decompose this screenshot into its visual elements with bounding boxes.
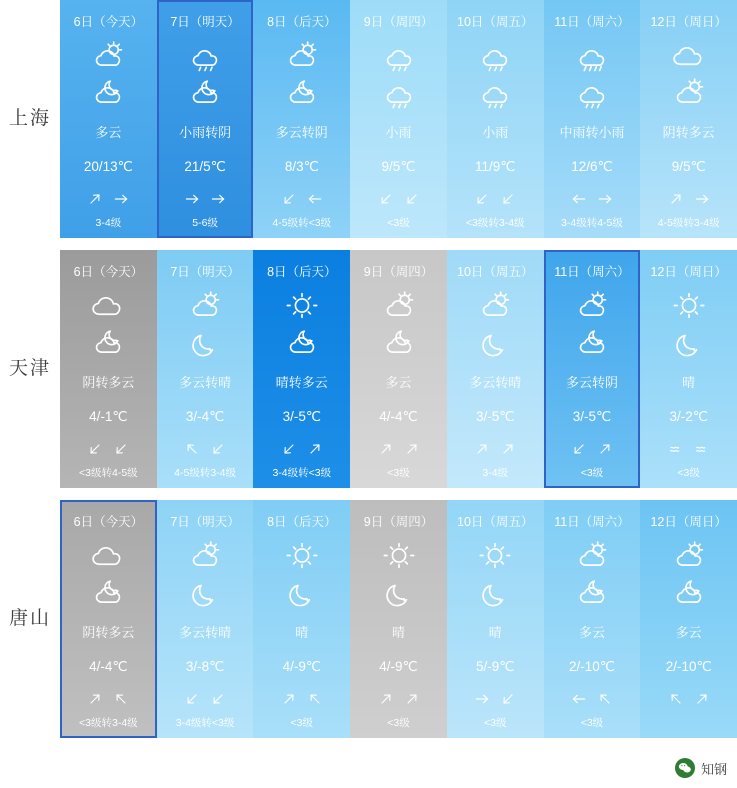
night-partly-cloudy-icon (87, 575, 129, 610)
day-date: 9日（周四） (363, 265, 434, 279)
day-partly-cloudy-icon (668, 538, 710, 573)
weather-condition: 阴转多云 (82, 625, 135, 640)
night-partly-cloudy-icon (668, 575, 710, 610)
weather-icons (474, 288, 516, 360)
cloudy-icon (668, 38, 710, 73)
forecast-day-column[interactable] (350, 0, 447, 238)
weather-icons (378, 38, 420, 110)
forecast-columns (60, 500, 737, 738)
weather-condition: 阴转多云 (82, 375, 135, 390)
day-date: 8日（后天） (267, 265, 337, 279)
day-date: 8日（后天） (267, 515, 337, 529)
weather-condition: 小雨转阴 (179, 125, 232, 140)
temperature-range: 11/9℃ (475, 159, 516, 174)
wind-arrow-ne-icon (87, 190, 103, 208)
weather-icons (281, 288, 323, 360)
wind-arrow-ne-icon (281, 690, 297, 708)
weather-condition: 多云 (675, 625, 702, 640)
wind-arrow-ne-icon (378, 690, 394, 708)
night-partly-cloudy-icon (281, 325, 323, 360)
wind-direction-arrows (474, 439, 516, 459)
forecast-columns (60, 250, 737, 488)
wind-arrow-e-icon (694, 190, 710, 208)
wind-arrow-e-icon (474, 690, 490, 708)
day-partly-cloudy-icon (668, 75, 710, 110)
weather-condition: 多云转晴 (469, 375, 522, 390)
wind-level: 4-5级转3-4级 (657, 217, 720, 229)
light-rain-icon (378, 75, 420, 110)
temperature-range: 3/-8℃ (185, 659, 225, 674)
sunny-icon (668, 288, 710, 323)
wind-level: 3-4级转<3级 (272, 467, 332, 479)
forecast-day-column[interactable] (544, 500, 641, 738)
forecast-day-column[interactable] (60, 0, 157, 238)
wind-arrow-sw-icon (281, 190, 297, 208)
forecast-day-column[interactable] (447, 250, 544, 488)
wind-arrow-sw-icon (474, 190, 490, 208)
light-rain-icon (378, 38, 420, 73)
day-date: 12日（周日） (650, 265, 727, 279)
forecast-day-column[interactable] (253, 0, 350, 238)
weather-icons (571, 538, 613, 610)
temperature-range: 4/-9℃ (379, 659, 418, 674)
wind-level: 4-5级转<3级 (272, 217, 332, 229)
forecast-day-column[interactable] (253, 250, 350, 488)
weather-condition: 多云 (578, 625, 605, 640)
temperature-range: 9/5℃ (671, 159, 706, 174)
wechat-icon (675, 758, 695, 778)
wind-direction-arrows (668, 439, 710, 459)
wind-arrow-ne-icon (307, 440, 323, 458)
forecast-day-column[interactable] (60, 250, 157, 488)
wind-arrow-ne-icon (404, 440, 420, 458)
wind-arrow-e-icon (597, 190, 613, 208)
wind-level: 3-4级转<3级 (175, 717, 235, 729)
light-rain-icon (571, 75, 613, 110)
weather-condition: 多云转阴 (565, 375, 618, 390)
city-name (0, 0, 60, 238)
city-block (0, 250, 737, 488)
wind-direction-arrows (87, 689, 129, 709)
wind-arrow-sw-icon (378, 190, 394, 208)
day-date: 6日（今天） (73, 515, 144, 529)
wind-level: 3-4级转4-5级 (561, 217, 623, 229)
weather-condition: 晴 (392, 625, 406, 640)
weather-icons (87, 538, 129, 610)
night-partly-cloudy-icon (184, 75, 226, 110)
day-partly-cloudy-icon (184, 288, 226, 323)
day-partly-cloudy-icon (571, 288, 613, 323)
block-divider (0, 488, 737, 500)
day-partly-cloudy-icon (184, 538, 226, 573)
wind-arrow-nw-icon (597, 690, 613, 708)
wind-arrow-ne-icon (404, 690, 420, 708)
wind-level: <3级转4-5级 (79, 467, 138, 479)
day-date: 6日（今天） (73, 265, 144, 279)
cloudy-icon (87, 538, 129, 573)
wind-arrow-nw-icon (113, 690, 129, 708)
day-partly-cloudy-icon (87, 38, 129, 73)
wind-direction-arrows (184, 189, 226, 209)
night-partly-cloudy-icon (571, 575, 613, 610)
day-date: 7日（明天） (170, 15, 240, 29)
weather-icons (184, 288, 226, 360)
wind-direction-arrows (87, 439, 129, 459)
day-date: 12日（周日） (650, 515, 727, 529)
wind-level: <3级 (580, 717, 604, 729)
block-divider (0, 238, 737, 250)
day-date: 9日（周四） (363, 15, 434, 29)
weather-icons (184, 538, 226, 610)
wind-arrow-sw-icon (500, 190, 516, 208)
wind-arrow-sw-icon (404, 190, 420, 208)
weather-condition: 晴 (295, 625, 309, 640)
moderate-rain-icon (571, 38, 613, 73)
wind-arrow-ne-icon (668, 190, 684, 208)
weather-condition: 小雨 (385, 125, 412, 140)
temperature-range: 4/-1℃ (89, 409, 128, 424)
wind-arrow-sw-icon (87, 440, 103, 458)
day-date: 8日（后天） (267, 15, 337, 29)
wind-direction-arrows (281, 189, 323, 209)
weather-condition: 中雨转小雨 (559, 125, 625, 140)
forecast-day-column[interactable] (350, 500, 447, 738)
weather-icons (474, 538, 516, 610)
temperature-range: 2/-10℃ (665, 659, 712, 674)
day-partly-cloudy-icon (571, 538, 613, 573)
wind-direction-arrows (281, 689, 323, 709)
day-partly-cloudy-icon (281, 38, 323, 73)
day-date: 11日（周六） (554, 515, 630, 529)
forecast-day-column[interactable] (447, 0, 544, 238)
wind-level: 5-6级 (192, 217, 218, 229)
weather-icons (571, 288, 613, 360)
wind-level: <3级 (387, 717, 410, 729)
weather-icons (281, 538, 323, 610)
wind-level: <3级 (677, 467, 700, 479)
city-name-text: 天津 (8, 358, 51, 380)
forecast-day-column[interactable] (447, 500, 544, 738)
city-name-text: 上海 (8, 108, 51, 130)
weather-icons (571, 38, 613, 110)
temperature-range: 8/3℃ (284, 159, 319, 174)
wind-direction-arrows (668, 189, 710, 209)
weather-condition: 小雨 (482, 125, 509, 140)
day-partly-cloudy-icon (474, 288, 516, 323)
forecast-day-column[interactable] (60, 500, 157, 738)
wind-direction-arrows (571, 689, 613, 709)
city-name (0, 500, 60, 738)
weather-condition: 晴 (682, 375, 696, 390)
wind-arrow-sw-icon (184, 690, 200, 708)
wind-direction-arrows (474, 689, 516, 709)
wind-level: <3级转3-4级 (465, 217, 525, 229)
wind-direction-arrows (184, 689, 226, 709)
wind-arrow-w-icon (571, 690, 587, 708)
wind-direction-arrows (571, 439, 613, 459)
temperature-range: 4/-4℃ (89, 659, 128, 674)
city-block (0, 0, 737, 238)
night-clear-icon (474, 575, 516, 610)
forecast-day-column[interactable] (157, 500, 254, 738)
wind-arrow-sw-icon (113, 440, 129, 458)
weather-condition: 多云转阴 (275, 125, 328, 140)
weather-icons (378, 288, 420, 360)
light-rain-icon (474, 75, 516, 110)
wind-arrow-nw-icon (668, 690, 684, 708)
wind-level: <3级 (580, 467, 604, 479)
forecast-day-column[interactable] (157, 0, 254, 238)
wind-arrow-sw-icon (210, 690, 226, 708)
wind-level: <3级转3-4级 (79, 717, 138, 729)
forecast-day-column[interactable] (640, 500, 737, 738)
weather-icons (668, 538, 710, 610)
day-date: 10日（周五） (457, 515, 534, 529)
night-clear-icon (378, 575, 420, 610)
temperature-range: 3/-4℃ (185, 409, 225, 424)
wind-level: 4-5级转3-4级 (174, 467, 236, 479)
temperature-range: 20/13℃ (83, 159, 133, 174)
city-name-text: 唐山 (8, 608, 51, 630)
temperature-range: 3/-5℃ (476, 409, 515, 424)
day-date: 6日（今天） (73, 15, 144, 29)
weather-icons (87, 38, 129, 110)
temperature-range: 5/-9℃ (476, 659, 515, 674)
wind-level: <3级 (387, 467, 410, 479)
temperature-range: 9/5℃ (381, 159, 416, 174)
sunny-icon (281, 288, 323, 323)
watermark-label: 知钢 (700, 761, 727, 777)
wind-arrow-ne-icon (87, 690, 103, 708)
forecast-day-column[interactable] (544, 250, 641, 488)
sunny-icon (378, 538, 420, 573)
day-date: 12日（周日） (650, 15, 727, 29)
weather-icons (184, 38, 226, 110)
weather-condition: 阴转多云 (662, 125, 715, 140)
wind-direction-arrows (184, 439, 226, 459)
forecast-day-column[interactable] (157, 250, 254, 488)
day-date: 11日（周六） (554, 15, 630, 29)
wind-arrow-ne-icon (378, 440, 394, 458)
forecast-day-column[interactable] (253, 500, 350, 738)
sunny-icon (281, 538, 323, 573)
temperature-range: 3/-2℃ (669, 409, 708, 424)
temperature-range: 12/6℃ (571, 159, 613, 174)
wind-arrow-sw-icon (281, 440, 297, 458)
wind-direction-arrows (378, 189, 420, 209)
temperature-range: 3/-5℃ (572, 409, 612, 424)
wind-arrow-ne-icon (500, 440, 516, 458)
weather-condition: 多云转晴 (179, 375, 232, 390)
wind-direction-arrows (571, 189, 613, 209)
wind-direction-arrows (378, 689, 420, 709)
wind-arrow-nw-icon (184, 440, 200, 458)
weather-condition: 晴 (488, 625, 502, 640)
weather-condition: 多云 (385, 375, 412, 390)
day-date: 9日（周四） (363, 515, 434, 529)
day-partly-cloudy-icon (378, 288, 420, 323)
wind-direction-arrows (281, 439, 323, 459)
weather-icons (668, 288, 710, 360)
weather-icons (474, 38, 516, 110)
temperature-range: 4/-4℃ (379, 409, 418, 424)
wind-arrow-ne-icon (474, 440, 490, 458)
wind-direction-arrows (668, 689, 710, 709)
forecast-day-column[interactable] (640, 0, 737, 238)
forecast-columns (60, 0, 737, 238)
wind-arrow-sw-icon (571, 440, 587, 458)
day-date: 7日（明天） (170, 515, 240, 529)
wind-arrow-sw-icon (500, 690, 516, 708)
wind-direction-arrows (474, 189, 516, 209)
temperature-range: 4/-9℃ (282, 659, 322, 674)
wind-arrow-nw-icon (307, 690, 323, 708)
night-clear-icon (474, 325, 516, 360)
weather-icons (378, 538, 420, 610)
night-clear-icon (281, 575, 323, 610)
city-block (0, 500, 737, 738)
wind-level: 3-4级 (482, 467, 509, 479)
wind-level: 3-4级 (95, 217, 122, 229)
city-name (0, 250, 60, 488)
watermark (675, 758, 727, 778)
day-date: 7日（明天） (170, 265, 240, 279)
light-rain-icon (184, 38, 226, 73)
day-date: 10日（周五） (457, 265, 534, 279)
day-date: 10日（周五） (457, 15, 534, 29)
night-clear-icon (668, 325, 710, 360)
weather-icons (281, 38, 323, 110)
forecast-day-column[interactable] (544, 0, 641, 238)
wind-arrow-sw-icon (210, 440, 226, 458)
temperature-range: 3/-5℃ (282, 409, 322, 424)
weather-condition: 多云转晴 (179, 625, 232, 640)
night-clear-icon (184, 575, 226, 610)
temperature-range: 21/5℃ (184, 159, 226, 174)
wind-arrow-ne-icon (694, 690, 710, 708)
wind-arrow-w-icon (307, 190, 323, 208)
weather-condition: 多云 (95, 125, 122, 140)
weather-icons (87, 288, 129, 360)
cloudy-icon (87, 288, 129, 323)
wind-arrow-e-icon (113, 190, 129, 208)
wind-level: <3级 (483, 717, 507, 729)
weather-icons (668, 38, 710, 110)
weather-condition: 晴转多云 (275, 375, 328, 390)
forecast-day-column[interactable] (350, 250, 447, 488)
wind-direction-arrows (378, 439, 420, 459)
night-partly-cloudy-icon (281, 75, 323, 110)
wind-direction-arrows (87, 189, 129, 209)
light-rain-icon (474, 38, 516, 73)
wind-arrow-w-icon (571, 190, 587, 208)
wind-level: <3级 (387, 217, 410, 229)
night-partly-cloudy-icon (87, 325, 129, 360)
night-partly-cloudy-icon (571, 325, 613, 360)
wind-arrow-calm-icon (694, 441, 710, 457)
wind-arrow-e-icon (210, 190, 226, 208)
night-partly-cloudy-icon (378, 325, 420, 360)
sunny-icon (474, 538, 516, 573)
forecast-day-column[interactable] (640, 250, 737, 488)
night-partly-cloudy-icon (87, 75, 129, 110)
wind-arrow-calm-icon (668, 441, 684, 457)
wind-arrow-e-icon (184, 190, 200, 208)
night-clear-icon (184, 325, 226, 360)
wind-level: <3级 (290, 717, 314, 729)
wind-arrow-ne-icon (597, 440, 613, 458)
temperature-range: 2/-10℃ (568, 659, 615, 674)
day-date: 11日（周六） (554, 265, 630, 279)
